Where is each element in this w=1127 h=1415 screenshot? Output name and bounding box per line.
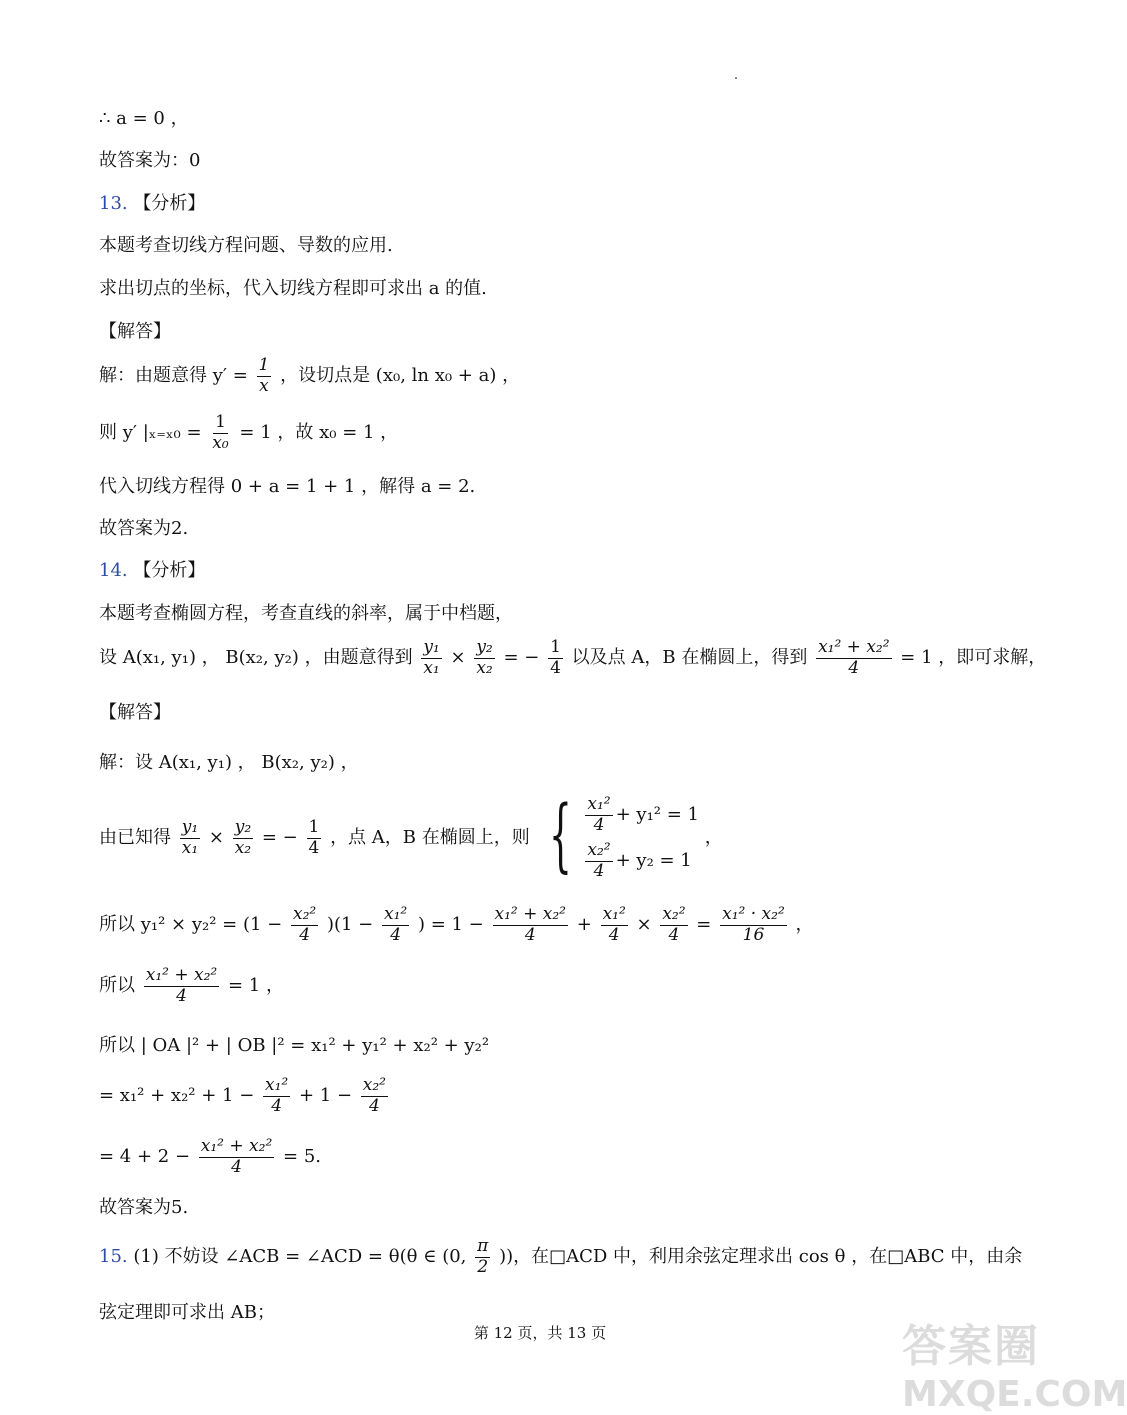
question-number: 13. xyxy=(99,193,128,214)
formula-line: = 4 + 2 − $\frac{\text{x₁² + x₂²}}{4}$ = 5. xyxy=(99,1136,321,1177)
question-14-heading xyxy=(99,560,205,582)
system-row: $\frac{\text{x₂²}}{4}$ + y₂ = 1 xyxy=(587,840,692,881)
scan-speck xyxy=(735,77,737,79)
formula-text: 设 A(x₁, y₁) ， B(x₂, y₂) ，由题意得到 xyxy=(99,647,413,669)
text-line: 弦定理即可求出 AB； xyxy=(99,1302,275,1323)
section-tag: 【解答】 xyxy=(99,321,171,342)
fraction: $\frac{1}{\text{x₀}}$ xyxy=(212,412,229,453)
fraction: $\frac{\text{y₂}}{\text{x₂}}$ xyxy=(476,637,493,678)
watermark-logo xyxy=(902,1310,1127,1415)
watermark-bottom: MXQE.COM xyxy=(902,1374,1127,1415)
formula-line: 所以 y₁² × y₂² = (1 − $\frac{\text{x₂²}}{4}$ )(1 − $\frac{\text{x₁²}}{4}$ ) = 1 − $\frac{\text{x₁² + x₂²}}{4}$ + $\frac{\text{x₁²}}{4}$ × $\frac{\text{x₂²}}{4}$ = $\frac{\text{x₁² · x₂²}}{16}$ ， xyxy=(99,904,814,945)
formula-line xyxy=(99,638,1046,678)
formula-line: 解：设 A(x₁, y₁) ， B(x₂, y₂) ， xyxy=(99,752,359,773)
text-line: 代入切线方程得 0 + a = 1 + 1 ，解得 a = 2. xyxy=(99,476,476,497)
section-tag: 【分析】 xyxy=(133,560,206,581)
formula-text: = 1 ，故 x₀ = 1 ， xyxy=(239,422,399,444)
text-line: 故答案为2. xyxy=(99,518,189,539)
formula-line xyxy=(99,788,723,881)
watermark-top: 答案圈 xyxy=(902,1321,1040,1372)
fraction: $\frac{1}{4}$ xyxy=(308,817,320,858)
question-number: 14. xyxy=(99,560,128,581)
page-footer: 第 12 页，共 13 页 xyxy=(473,1324,607,1342)
question-13-heading xyxy=(99,193,205,215)
text-line: ∴ a = 0 ， xyxy=(99,108,189,129)
fraction: $\frac{\text{y₂}}{\text{x₂}}$ xyxy=(234,817,252,858)
formula-text: ，设切点是 (x₀, ln x₀ + a) ， xyxy=(280,365,521,387)
text-line: 故答案为5. xyxy=(99,1197,189,1218)
formula-text: = − xyxy=(261,827,298,849)
formula-text: × xyxy=(450,647,466,669)
section-tag: 【分析】 xyxy=(133,193,206,214)
formula-text: 以及点 A，B 在椭圆上，得到 xyxy=(571,647,808,669)
fraction: $\frac{1}{4}$ xyxy=(550,637,561,678)
text-line: 求出切点的坐标，代入切线方程即可求出 a 的值. xyxy=(99,278,487,299)
formula-text: 则 y′ |ₓ₌ₓ₀ = xyxy=(99,422,202,444)
formula-line xyxy=(99,356,520,396)
formula-text: = − xyxy=(503,647,540,669)
formula-text: = 1 ，即可求解， xyxy=(900,647,1047,669)
formula-text: 解：由题意得 y′ = xyxy=(99,365,248,387)
formula-line: 所以 | OA |² + | OB |² = x₁² + y₁² + x₂² + y₂² xyxy=(99,1035,490,1056)
text-line: 故答案为：0 xyxy=(99,150,201,171)
formula-text: ， xyxy=(704,827,723,849)
question-number: 15. xyxy=(99,1246,128,1268)
left-brace: { xyxy=(549,788,573,881)
fraction: $\frac{\text{x₁² + x₂²}}{4}$ xyxy=(818,637,890,678)
fraction: $\frac{\text{y₁}}{\text{x₁}}$ xyxy=(181,817,199,858)
text-line: 本题考查切线方程问题、导数的应用. xyxy=(99,235,393,256)
formula-line: 所以 $\frac{\text{x₁² + x₂²}}{4}$ = 1 ， xyxy=(99,965,284,1006)
formula-line: = x₁² + x₂² + 1 − $\frac{\text{x₁²}}{4}$ + 1 − $\frac{\text{x₂²}}{4}$ xyxy=(99,1075,386,1116)
equation-system xyxy=(535,788,699,881)
text-line: 本题考查椭圆方程，考查直线的斜率，属于中档题， xyxy=(99,603,513,624)
fraction: $\frac{\text{y₁}}{\text{x₁}}$ xyxy=(423,637,440,678)
formula-line xyxy=(99,413,398,453)
fraction: $\frac{1}{x}$ xyxy=(258,355,270,396)
formula-text: 由已知得 xyxy=(99,827,171,849)
question-15-line: 15. (1) 不妨设 ∠ACB = ∠ACD = θ(θ ∈ (0, $\frac{\pi}{2}$ ))，在□ACD 中，利用余弦定理求出 cos θ ，在□ABC 中，由余 xyxy=(99,1236,1023,1277)
system-row: $\frac{\text{x₁²}}{4}$ + y₁² = 1 xyxy=(587,794,699,835)
formula-text: ，点 A，B 在椭圆上，则 xyxy=(330,827,530,849)
formula-text: × xyxy=(208,827,224,849)
section-tag: 【解答】 xyxy=(99,702,171,723)
